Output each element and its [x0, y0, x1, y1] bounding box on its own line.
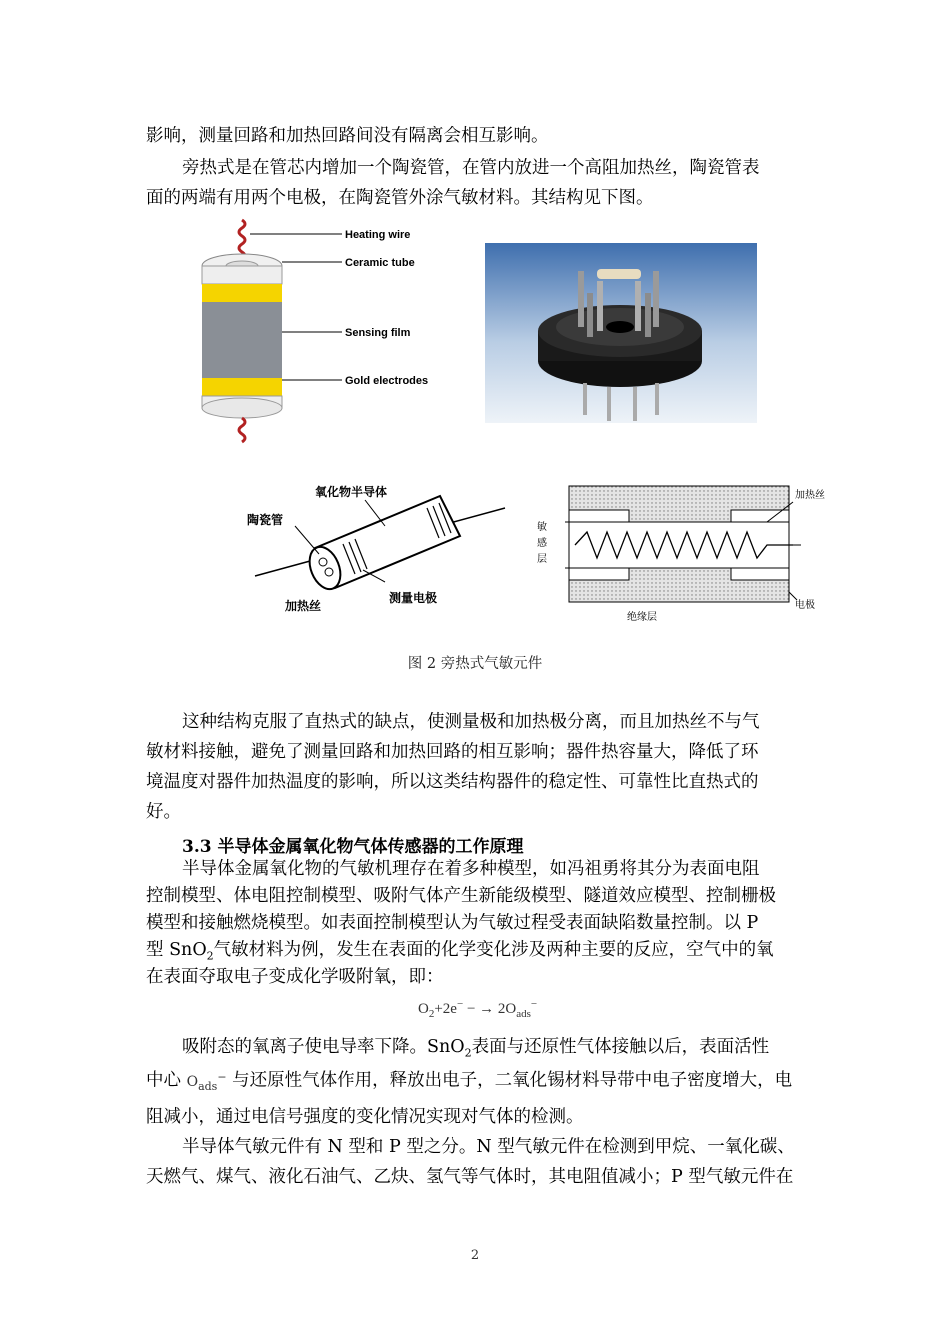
label-heating-wire: Heating wire	[345, 229, 411, 241]
label-ceramic-tube-cn: 陶瓷管	[247, 513, 284, 527]
paragraph-line	[146, 1066, 792, 1097]
label-sensitive-3: 层	[537, 554, 547, 565]
reaction-equation	[418, 998, 537, 1020]
figure-caption: 图 2 旁热式气敏元件	[407, 656, 543, 672]
sensor-structure-diagram	[190, 218, 440, 448]
label-heating-wire-cn: 加热丝	[285, 599, 322, 613]
eq-o: O	[418, 1001, 429, 1017]
paragraph-line: 境温度对器件加热温度的影响，所以这类结构器件的稳定性、可靠性比直热式的	[146, 772, 759, 792]
paragraph-line: 影响，测量回路和加热回路间没有隔离会相互影响。	[146, 126, 549, 146]
text-run: 中心	[146, 1070, 181, 1091]
paragraph-line: 阻减小，通过电信号强度的变化情况实现对气体的检测。	[146, 1107, 584, 1127]
paragraph-line: 半导体气敏元件有 N 型和 P 型之分。N 型气敏元件在检测到甲烷、一氧化碳、	[182, 1137, 795, 1157]
label-insulation-cn: 绝缘层	[627, 612, 657, 622]
label-heater-cn: 加热丝	[795, 490, 825, 501]
sensor-photo	[485, 243, 757, 423]
label-sensitive-1: 敏	[537, 522, 547, 533]
subscript: 2	[206, 949, 214, 963]
text-run: 与还原性气体作用，释放出电子，二氧化锡材料导带中电子密度增大，电	[232, 1070, 793, 1091]
subscript: 2	[464, 1046, 472, 1060]
label-sensing-film: Sensing film	[345, 327, 411, 339]
text-run: 吸附态的氧离子使电导率下降。SnO	[182, 1037, 465, 1057]
paragraph-line: 面的两端有用两个电极，在陶瓷管外涂气敏材料。其结构见下图。	[146, 188, 654, 208]
label-oxide-semiconductor: 氧化物半导体	[315, 485, 388, 499]
paragraph-line	[146, 939, 774, 968]
eq-sup: −	[456, 998, 464, 1010]
tube-line-drawing	[245, 478, 515, 618]
eq-arrow: − → 2O	[463, 1001, 517, 1017]
sym-ads: ads	[198, 1079, 218, 1093]
label-gold-electrodes: Gold electrodes	[345, 375, 429, 387]
cross-section-diagram	[535, 482, 840, 622]
paragraph-line: 好。	[146, 802, 181, 822]
sym-sup: −	[217, 1070, 227, 1083]
eq-sub: 2	[428, 1008, 435, 1020]
paragraph-line: 敏材料接触，避免了测量回路和加热回路的相互影响；器件热容量大，降低了环	[146, 742, 759, 762]
eq-ads-sup: −	[530, 998, 538, 1010]
text-run: 型 SnO	[146, 940, 207, 960]
page-number: 2	[470, 1248, 480, 1263]
paragraph-line: 控制模型、体电阻控制模型、吸附气体产生新能级模型、隧道效应模型、控制栅极	[146, 886, 776, 906]
section-heading: 3.3 半导体金属氧化物气体传感器的工作原理	[182, 837, 524, 857]
label-electrode-cn: 电极	[795, 600, 815, 611]
paragraph-line	[182, 1036, 769, 1065]
paragraph-line: 天燃气、煤气、液化石油气、乙炔、氢气等气体时，其电阻值减小；P 型气敏元件在	[146, 1167, 794, 1187]
text-run: 表面与还原性气体接触以后，表面活性	[471, 1037, 770, 1057]
inline-symbol	[186, 1070, 227, 1093]
paragraph-line: 半导体金属氧化物的气敏机理存在着多种模型，如冯祖勇将其分为表面电阻	[182, 859, 760, 879]
eq-ads: ads	[516, 1008, 531, 1020]
paragraph-line: 在表面夺取电子变成化学吸附氧，即：	[146, 967, 444, 987]
label-ceramic-tube: Ceramic tube	[345, 257, 415, 269]
paragraph-line: 模型和接触燃烧模型。如表面控制模型认为气敏过程受表面缺陷数量控制。以 P	[146, 913, 759, 933]
sym-o: O	[186, 1073, 199, 1090]
label-measure-electrode: 测量电极	[389, 591, 438, 605]
eq-mid: +2e	[434, 1001, 457, 1017]
paragraph-line: 旁热式是在管芯内增加一个陶瓷管，在管内放进一个高阻加热丝，陶瓷管表	[182, 158, 760, 178]
text-run: 气敏材料为例，发生在表面的化学变化涉及两种主要的反应，空气中的氧	[213, 940, 774, 960]
label-sensitive-2: 感	[537, 538, 547, 549]
paragraph-line: 这种结构克服了直热式的缺点，使测量极和加热极分离，而且加热丝不与气	[182, 712, 760, 732]
